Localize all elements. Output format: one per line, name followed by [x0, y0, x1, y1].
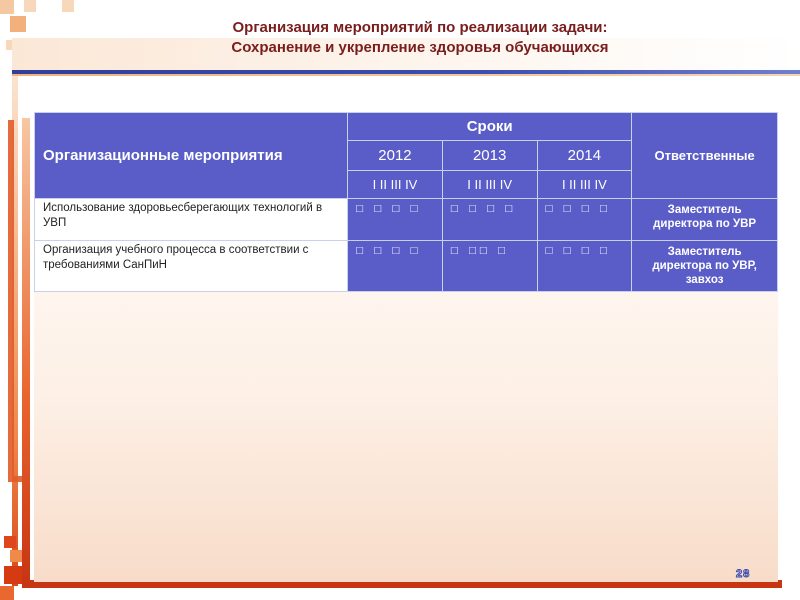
decor-block	[4, 566, 22, 584]
title-line-2: Сохранение и укрепление здоровья обучающихся	[231, 39, 609, 56]
header-year-2012: 2012	[348, 141, 443, 171]
decor-square	[0, 0, 14, 14]
quarter-marks-2013: □ □□ □	[442, 241, 537, 292]
title-rule-accent	[12, 74, 800, 76]
decor-square	[10, 16, 26, 32]
decor-square	[24, 0, 36, 12]
table-row	[35, 241, 778, 292]
quarter-marks-2014: □ □ □ □	[537, 241, 632, 292]
page-number: 28	[736, 568, 751, 580]
header-quarters-2013: I II III IV	[442, 171, 537, 199]
slide-title	[60, 18, 780, 58]
decor-block	[4, 536, 16, 548]
decor-block	[0, 586, 14, 600]
activity-cell: Организация учебного процесса в соответствии с требованиями СанПиН	[35, 241, 348, 292]
quarter-marks-2013: □ □ □ □	[442, 199, 537, 241]
quarter-marks-2012: □ □ □ □	[348, 241, 443, 292]
header-activities: Организационные мероприятия	[35, 113, 348, 199]
header-year-2013: 2013	[442, 141, 537, 171]
title-line-1: Организация мероприятий по реализации задачи:	[232, 19, 608, 36]
header-year-2014: 2014	[537, 141, 632, 171]
header-terms: Сроки	[348, 113, 632, 141]
header-quarters-2012: I II III IV	[348, 171, 443, 199]
table-row	[35, 199, 778, 241]
quarter-marks-2014: □ □ □ □	[537, 199, 632, 241]
header-quarters-2014: I II III IV	[537, 171, 632, 199]
decor-block	[10, 550, 22, 562]
header-responsible: Ответственные	[632, 113, 778, 199]
responsible-cell: Заместитель директора по УВР	[632, 199, 778, 241]
quarter-marks-2012: □ □ □ □	[348, 199, 443, 241]
activities-table	[34, 112, 778, 292]
activity-cell: Использование здоровьесберегающих технологий в УВП	[35, 199, 348, 241]
decor-square	[62, 0, 74, 12]
responsible-cell: Заместитель директора по УВР, завхоз	[632, 241, 778, 292]
